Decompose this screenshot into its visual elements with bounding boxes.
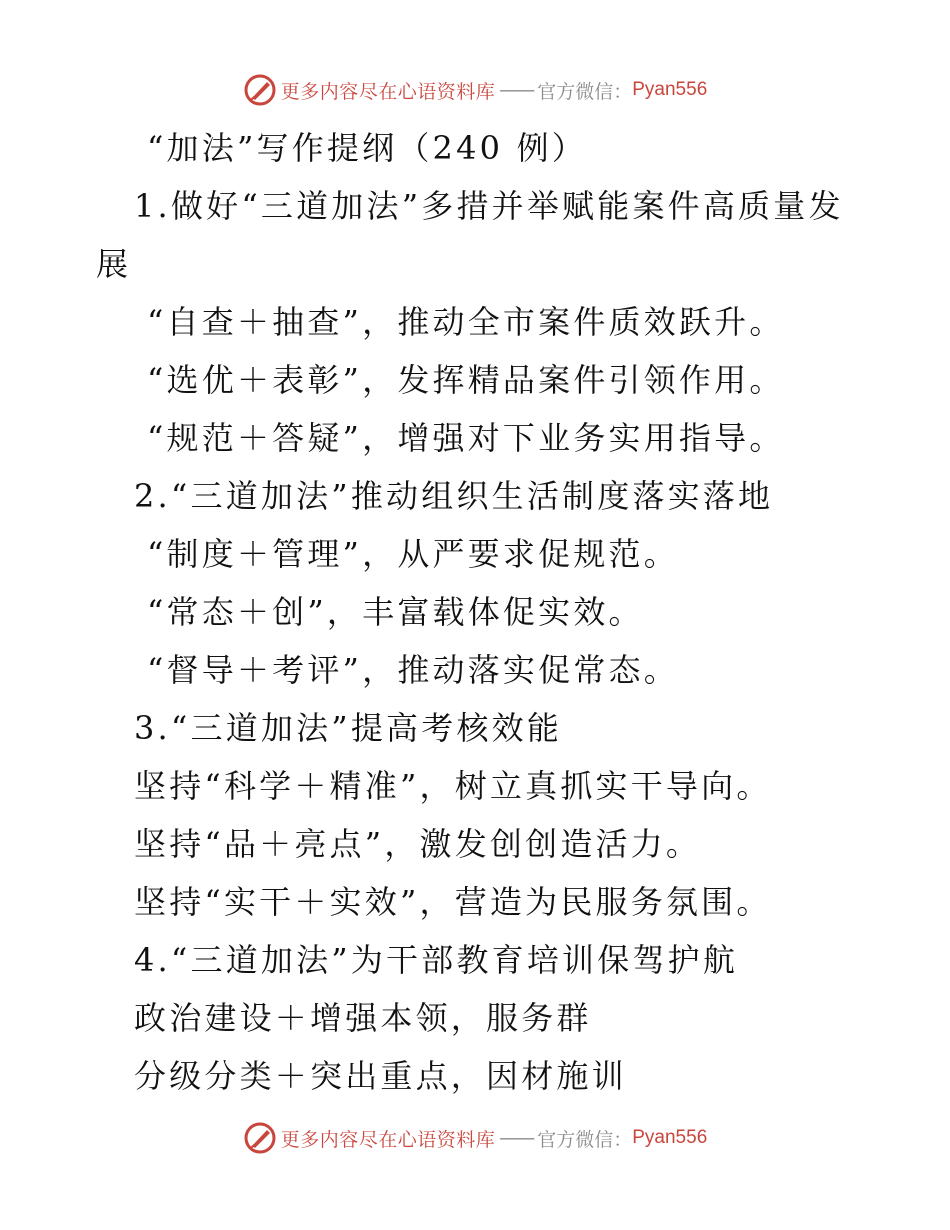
list-item: 坚持“科学＋精准”，树立真抓实干导向。 [134, 767, 772, 805]
header-watermark [0, 70, 950, 110]
watermark-wechat-id: Pyan556 [632, 1127, 708, 1148]
watermark-text: 更多内容尽在心语资料库 [280, 1128, 496, 1151]
heading-4: 4.“三道加法”为干部教育培训保驾护航 [134, 941, 739, 979]
list-item: “规范＋答疑”，增强对下业务实用指导。 [147, 419, 785, 457]
document-title: “加法”写作提纲（240 例） [147, 129, 587, 167]
footer-watermark [0, 1118, 950, 1158]
list-item: “选优＋表彰”，发挥精品案件引领作用。 [147, 361, 785, 399]
watermark-dash: —— [499, 1127, 534, 1149]
list-item: “常态＋创”，丰富载体促实效。 [147, 593, 644, 631]
quill-pen-seal-icon [243, 73, 277, 107]
list-item: “制度＋管理”，从严要求促规范。 [147, 535, 679, 573]
heading-1-continued: 展 [96, 245, 132, 283]
list-item: 坚持“品＋亮点”，激发创创造活力。 [134, 825, 702, 863]
heading-3: 3.“三道加法”提高考核效能 [134, 709, 563, 747]
list-item: 政治建设＋增强本领，服务群 [134, 999, 592, 1037]
list-item: “督导＋考评”，推动落实促常态。 [147, 651, 679, 689]
quill-pen-seal-icon [243, 1121, 277, 1155]
list-item: “自查＋抽查”，推动全市案件质效跃升。 [147, 303, 785, 341]
list-item: 分级分类＋突出重点，因材施训 [134, 1057, 627, 1095]
watermark-wechat-label: 官方微信： [537, 80, 633, 103]
watermark-dash: —— [499, 79, 534, 101]
heading-1: 1.做好“三道加法”多措并举赋能案件高质量发 [134, 187, 844, 225]
watermark-wechat-label: 官方微信： [537, 1128, 633, 1151]
watermark-wechat-id: Pyan556 [632, 79, 708, 100]
heading-2: 2.“三道加法”推动组织生活制度落实落地 [134, 477, 774, 515]
list-item: 坚持“实干＋实效”，营造为民服务氛围。 [134, 883, 772, 921]
watermark-text: 更多内容尽在心语资料库 [280, 80, 496, 103]
